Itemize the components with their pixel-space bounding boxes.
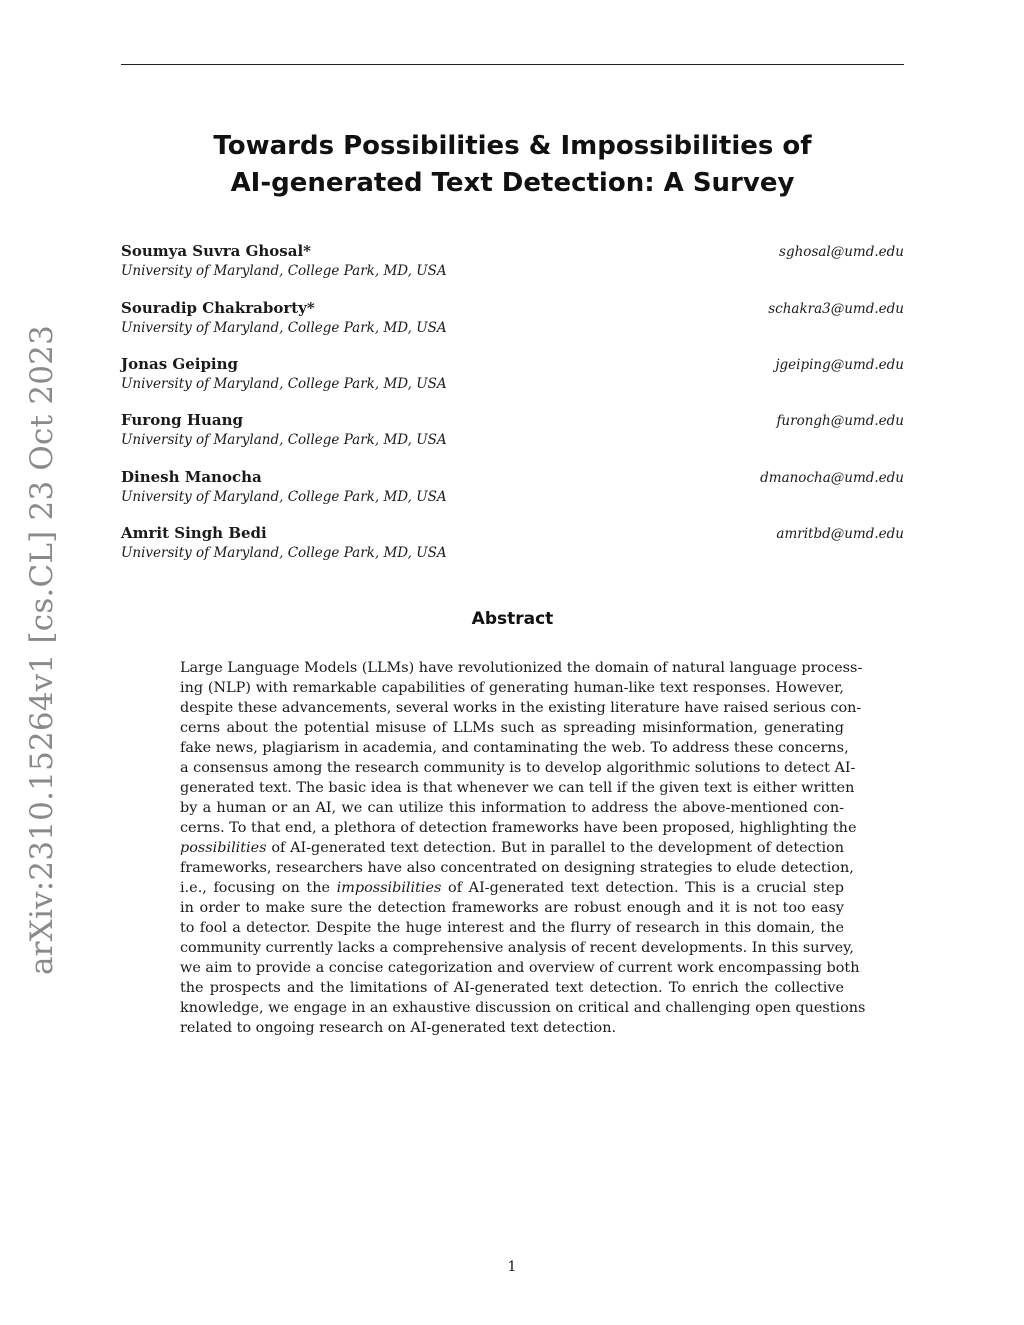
author-name: Jonas Geiping (121, 355, 239, 373)
author-email: jgeiping@umd.edu (775, 357, 904, 373)
author-affiliation: University of Maryland, College Park, MD, USA (121, 263, 447, 279)
author-block (121, 468, 904, 508)
abstract-line: frameworks, researchers have also concentrated on designing strategies to elude detection, (180, 860, 854, 876)
abstract-line: Large Language Models (LLMs) have revolutionized the domain of natural language process- (180, 660, 863, 676)
abstract-line: despite these advancements, several works in the existing literature have raised serious con- (180, 700, 862, 716)
author-block (121, 299, 904, 339)
paper-title (121, 128, 904, 202)
author-name: Amrit Singh Bedi (121, 524, 267, 542)
author-block (121, 411, 904, 451)
abstract-line: knowledge, we engage in an exhaustive discussion on critical and challenging open questions (180, 1000, 866, 1016)
abstract-line (180, 838, 844, 858)
author-affiliation: University of Maryland, College Park, MD, USA (121, 489, 447, 505)
abstract-line: fake news, plagiarism in academia, and contaminating the web. To address these concerns, (180, 740, 849, 756)
abstract-line: we aim to provide a concise categorization and overview of current work encompassing both (180, 960, 860, 976)
title-line-1: Towards Possibilities & Impossibilities of (213, 131, 812, 161)
abstract-line-text: of AI-generated text detection. But in parallel to the development of detection (266, 840, 844, 856)
abstract-line: ing (NLP) with remarkable capabilities of generating human-like text responses. However, (180, 680, 844, 696)
author-email: schakra3@umd.edu (768, 301, 904, 317)
title-line-2: AI-generated Text Detection: A Survey (230, 168, 795, 198)
abstract-line: in order to make sure the detection frameworks are robust enough and it is not too easy (180, 900, 844, 916)
abstract-line-text: i.e., focusing on the (180, 880, 337, 896)
abstract-line: related to ongoing research on AI-generated text detection. (180, 1020, 617, 1036)
author-email: sghosal@umd.edu (779, 244, 904, 260)
abstract-line: cerns about the potential misuse of LLMs such as spreading misinformation, generating (180, 720, 844, 736)
abstract-line: the prospects and the limitations of AI-generated text detection. To enrich the collective (180, 980, 844, 996)
arxiv-identifier: arXiv:2310.15264v1 [cs.CL] 23 Oct 2023 (24, 324, 60, 976)
abstract-line: to fool a detector. Despite the huge interest and the flurry of research in this domain, the (180, 920, 844, 936)
abstract-line: by a human or an AI, we can utilize this information to address the above-mentioned con- (180, 800, 844, 816)
abstract-line: generated text. The basic idea is that whenever we can tell if the given text is either written (180, 780, 855, 796)
abstract-line-text: of AI-generated text detection. This is a crucial step (441, 880, 844, 896)
author-name: Furong Huang (121, 411, 244, 429)
page-number: 1 (507, 1259, 517, 1275)
abstract-body (180, 658, 866, 1038)
author-email: furongh@umd.edu (776, 413, 904, 429)
author-affiliation: University of Maryland, College Park, MD, USA (121, 376, 447, 392)
author-email: dmanocha@umd.edu (760, 470, 904, 486)
author-name: Souradip Chakraborty* (121, 299, 315, 317)
author-block (121, 355, 904, 395)
abstract-line: cerns. To that end, a plethora of detection frameworks have been proposed, highlighting the (180, 820, 857, 836)
author-block (121, 524, 904, 564)
author-name: Soumya Suvra Ghosal* (121, 242, 311, 260)
header-rule (121, 64, 904, 65)
abstract-line: community currently lacks a comprehensive analysis of recent developments. In this survey, (180, 940, 854, 956)
author-affiliation: University of Maryland, College Park, MD, USA (121, 545, 447, 561)
emphasis-possibilities: possibilities (180, 840, 267, 856)
author-affiliation: University of Maryland, College Park, MD, USA (121, 320, 447, 336)
author-name: Dinesh Manocha (121, 468, 262, 486)
author-block (121, 242, 904, 282)
abstract-line: a consensus among the research community is to develop algorithmic solutions to detect AI- (180, 760, 856, 776)
author-email: amritbd@umd.edu (776, 526, 904, 542)
author-affiliation: University of Maryland, College Park, MD, USA (121, 432, 447, 448)
abstract-line (180, 878, 844, 898)
abstract-heading: Abstract (471, 609, 554, 629)
emphasis-impossibilities: impossibilities (336, 880, 442, 896)
